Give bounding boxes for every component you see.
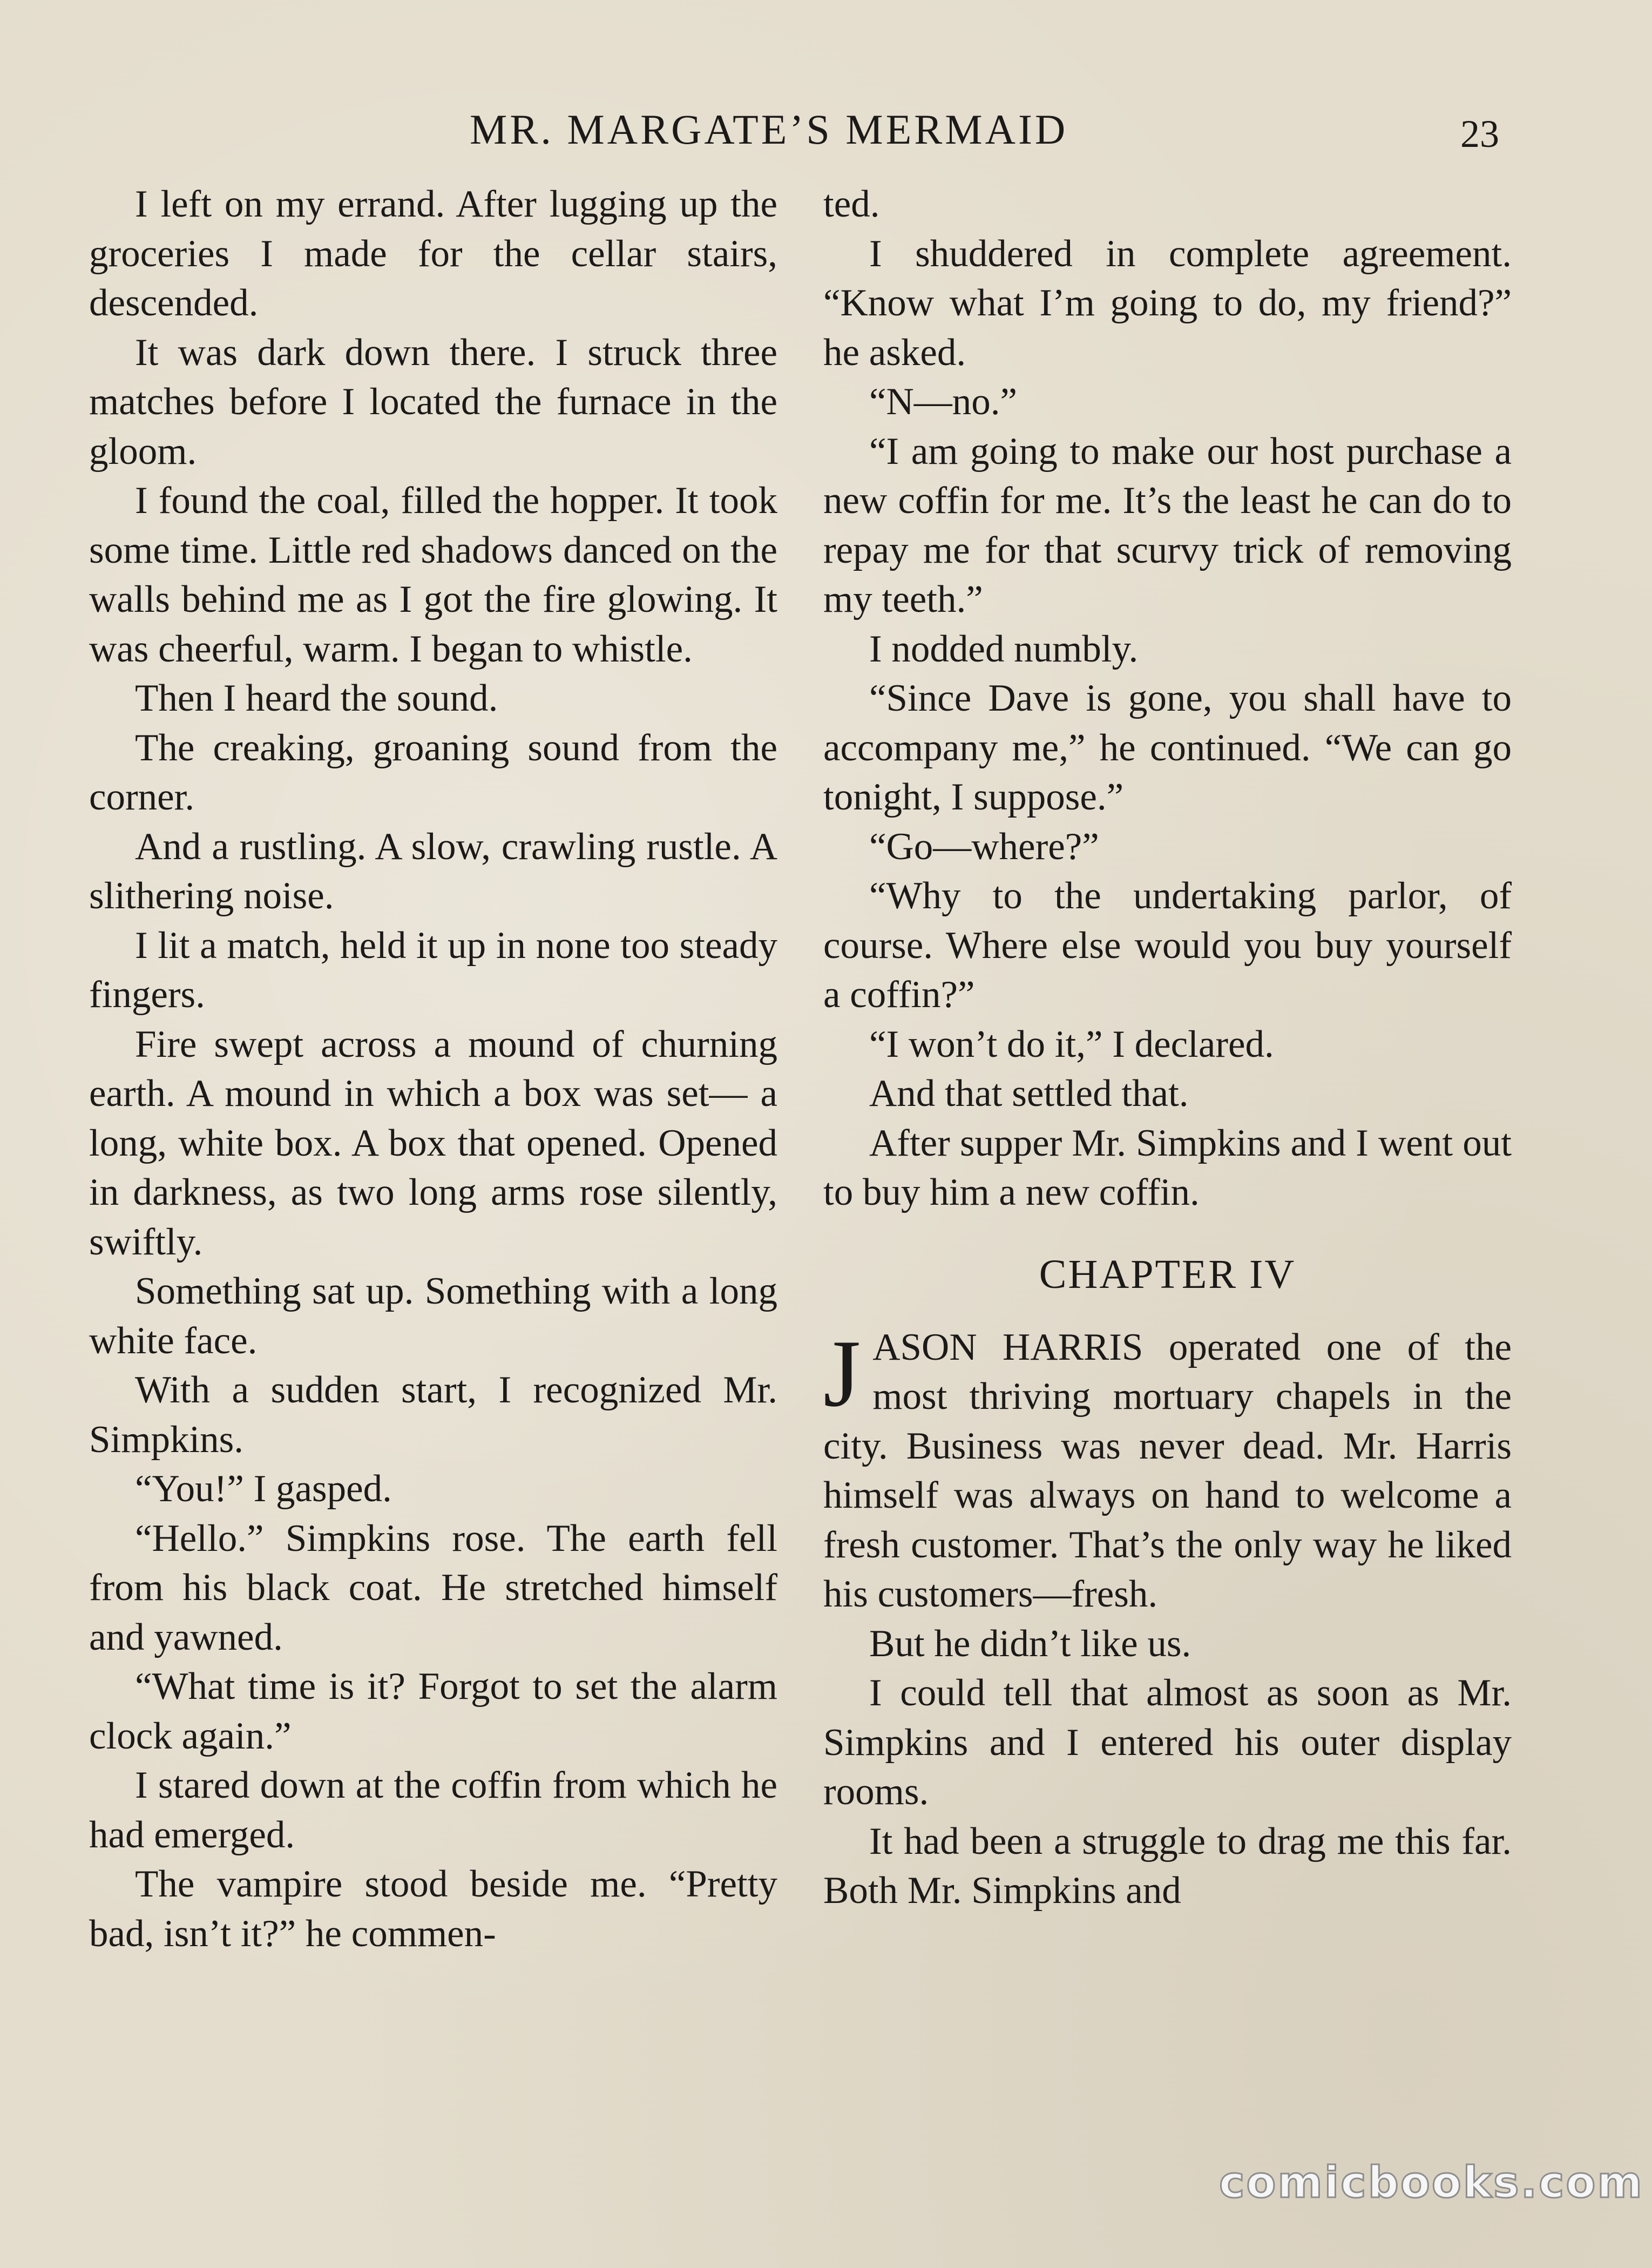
- paragraph: “Why to the undertaking parlor, of course. Where else would you buy yourself a coffin?”: [823, 875, 1512, 1016]
- paragraph: I left on my errand. After lugging up the groceries I made for the cellar stairs, descended.: [89, 183, 777, 324]
- running-title: MR. MARGATE’S MERMAID: [470, 106, 1068, 153]
- paragraph: Something sat up. Something with a long white face.: [89, 1270, 777, 1362]
- paragraph: “N—no.”: [869, 381, 1018, 423]
- paragraph: Then I heard the sound.: [135, 677, 498, 719]
- paragraph: It had been a struggle to drag me this far. Both Mr. Simpkins and: [823, 1820, 1512, 1912]
- left-column: [89, 180, 777, 1959]
- continuation-text: ted.: [823, 183, 880, 225]
- paragraph: I stared down at the coffin from which he had emerged.: [89, 1764, 777, 1856]
- paragraph: “I am going to make our host purchase a new coffin for me. It’s the least he can do to repay me for that scurvy trick of removing my teeth.”: [823, 430, 1512, 620]
- paragraph: I shuddered in complete agreement. “Know what I’m going to do, my friend?” he asked.: [823, 232, 1512, 374]
- paragraph: After supper Mr. Simpkins and I went out to buy him a new coffin.: [823, 1122, 1512, 1213]
- paragraph: The vampire stood beside me. “Pretty bad, isn’t it?” he commen-: [89, 1863, 777, 1955]
- paragraph: I lit a match, held it up in none too steady fingers.: [89, 924, 777, 1016]
- chapter-heading: CHAPTER IV: [1039, 1251, 1296, 1297]
- paragraph: I found the coal, filled the hopper. It took some time. Little red shadows danced on the walls behind me as I got the fire glowing. It was cheerful, warm. I began to whistle.: [89, 480, 777, 670]
- paragraph: “You!” I gasped.: [135, 1468, 392, 1510]
- paragraph: And that settled that.: [869, 1072, 1189, 1115]
- paragraph: I could tell that almost as soon as Mr. Simpkins and I entered his outer display rooms.: [823, 1672, 1512, 1813]
- chapter-opening-text: ASON HARRIS operated one of the most thriving mortuary chapels in the city. Business was never dead. Mr. Harris himself was always on hand to welcome a fresh customer. That’s the only way he liked his customers—fresh.: [823, 1326, 1512, 1615]
- running-head: [0, 100, 1652, 159]
- right-column: [823, 180, 1512, 1916]
- page-number: 23: [1460, 112, 1499, 156]
- paragraph: “Hello.” Simpkins rose. The earth fell from his black coat. He stretched himself and yawned.: [89, 1517, 777, 1658]
- paragraph: “Go—where?”: [869, 825, 1099, 868]
- paragraph: And a rustling. A slow, crawling rustle. A slithering noise.: [89, 825, 777, 917]
- paragraph: The creaking, groaning sound from the corner.: [89, 726, 777, 818]
- paragraph: Fire swept across a mound of churning earth. A mound in which a box was set— a long, white box. A box that opened. Opened in darkness, as two long arms rose silently, swiftly.: [89, 1023, 777, 1263]
- paragraph: It was dark down there. I struck three matches before I located the furnace in the gloom.: [89, 331, 777, 473]
- paragraph: But he didn’t like us.: [869, 1622, 1191, 1665]
- site-watermark: comicbooks.com: [1219, 2157, 1644, 2208]
- paragraph: “I won’t do it,” I declared.: [869, 1023, 1274, 1065]
- chapter-opening-paragraph: [823, 1319, 1512, 1619]
- paragraph: With a sudden start, I recognized Mr. Simpkins.: [89, 1369, 777, 1461]
- paragraph: “What time is it? Forgot to set the alarm clock again.”: [89, 1665, 777, 1757]
- drop-cap: J: [823, 1319, 861, 1427]
- paragraph: “Since Dave is gone, you shall have to accompany me,” he continued. “We can go tonight, I suppose.”: [823, 677, 1512, 818]
- paragraph: I nodded numbly.: [869, 627, 1139, 670]
